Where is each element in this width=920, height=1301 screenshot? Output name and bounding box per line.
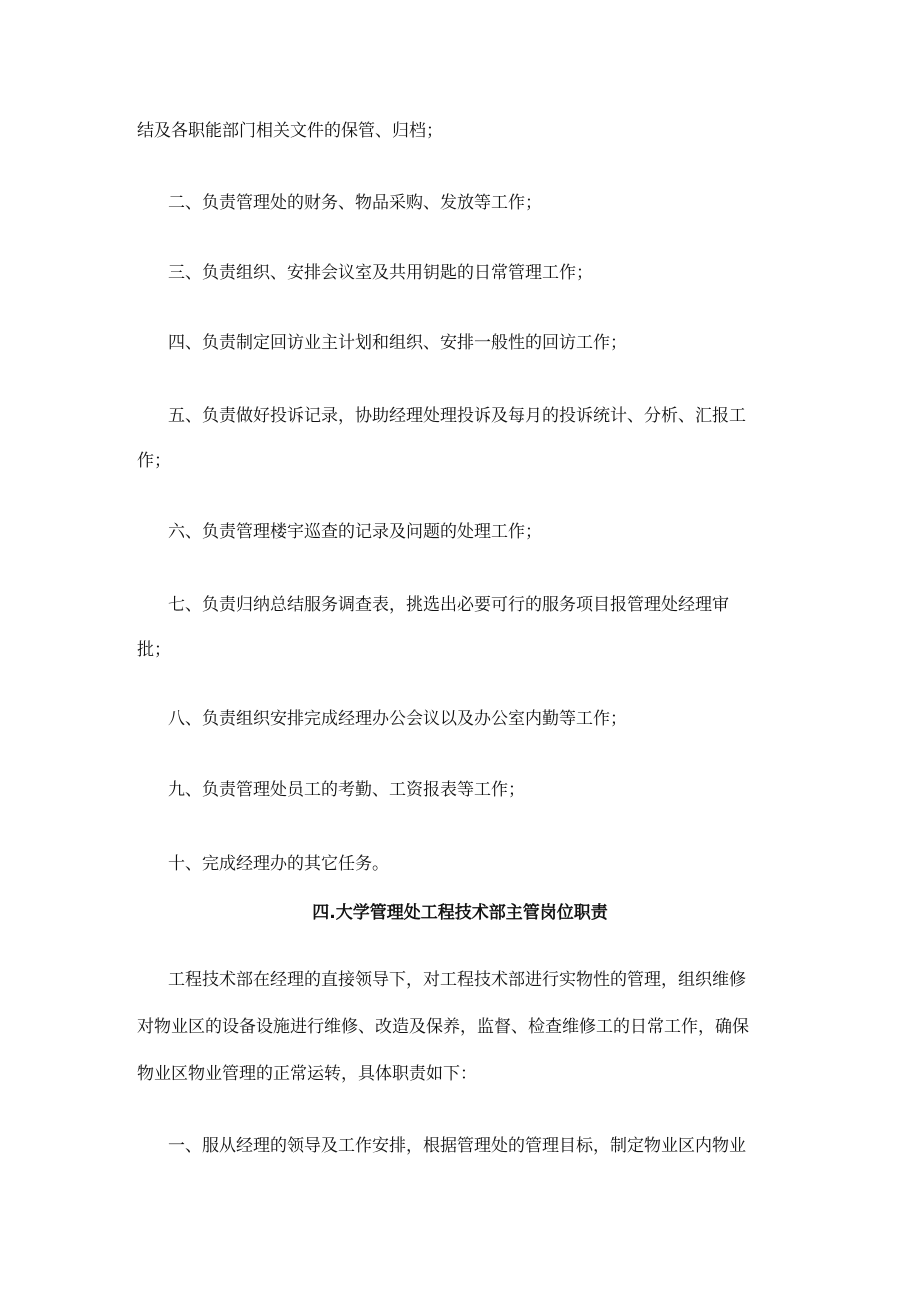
text-line: 结及各职能部门相关文件的保管、归档；	[137, 121, 443, 141]
section-heading: 四.大学管理处工程技术部主管岗位职责	[312, 903, 608, 923]
text-line: 五、负责做好投诉记录，协助经理处理投诉及每月的投诉统计、分析、汇报工	[168, 406, 746, 426]
intro-line: 物业区物业管理的正常运转，具体职责如下：	[137, 1064, 477, 1084]
intro-line: 对物业区的设备设施进行维修、改造及保养，监督、检查维修工的日常工作，确保	[137, 1017, 749, 1037]
intro-line: 工程技术部在经理的直接领导下，对工程技术部进行实物性的管理，组织维修	[168, 970, 746, 990]
text-line: 九、负责管理处员工的考勤、工资报表等工作；	[168, 780, 525, 800]
text-line: 四、负责制定回访业主计划和组织、安排一般性的回访工作；	[168, 333, 627, 353]
text-line: 三、负责组织、安排会议室及共用钥匙的日常管理工作；	[168, 263, 593, 283]
text-line: 六、负责管理楼宇巡查的记录及问题的处理工作；	[168, 522, 542, 542]
text-line: 作；	[137, 451, 171, 471]
text-line: 七、负责归纳总结服务调查表，挑选出必要可行的服务项目报管理处经理审	[168, 595, 729, 615]
text-line: 八、负责组织安排完成经理办公会议以及办公室内勤等工作；	[168, 709, 627, 729]
text-line: 二、负责管理处的财务、物品采购、发放等工作；	[168, 193, 542, 213]
text-line: 一、服从经理的领导及工作安排，根据管理处的管理目标，制定物业区内物业	[168, 1136, 746, 1156]
text-line: 十、完成经理办的其它任务。	[168, 854, 389, 874]
text-line: 批；	[137, 640, 171, 660]
